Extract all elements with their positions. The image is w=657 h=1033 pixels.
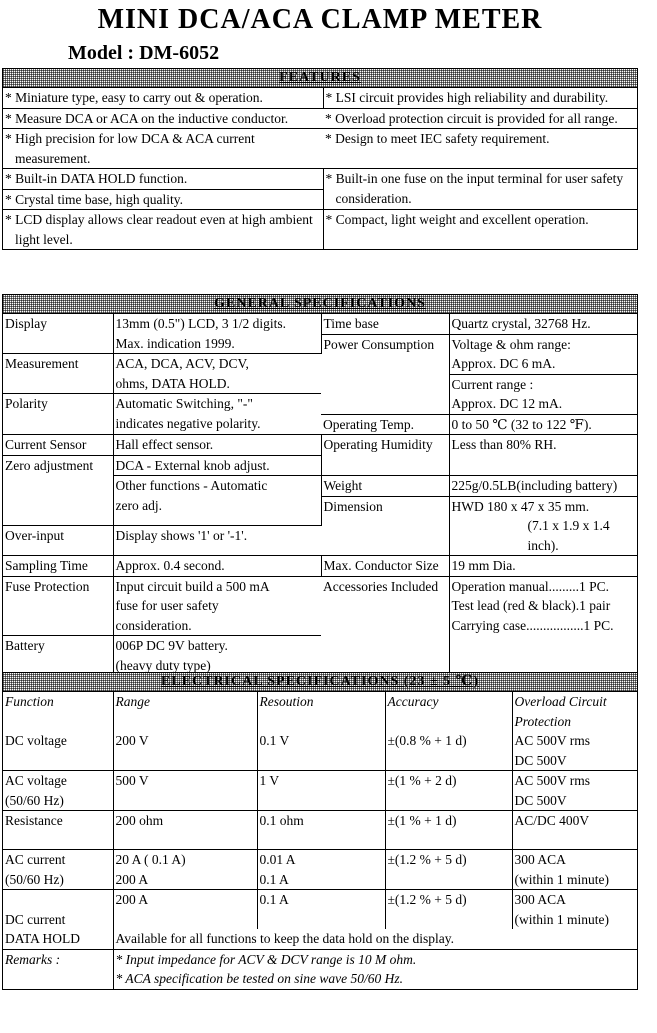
spec-value: Less than 80% RH. <box>449 435 637 476</box>
column-header: Range <box>113 692 257 731</box>
electrical-row <box>3 731 637 771</box>
spec-value: 19 mm Dia. <box>449 556 637 577</box>
electrical-cell: 0.1 A <box>257 890 385 930</box>
general-specs-table <box>3 314 637 676</box>
spec-value: Display shows '1' or '-1'. <box>113 525 321 556</box>
feature-item: * Miniature type, easy to carry out & operation. <box>3 88 323 108</box>
page-title: MINI DCA/ACA CLAMP METER <box>97 4 543 35</box>
electrical-cell: 200 ohm <box>113 811 257 850</box>
spec-value: Input circuit build a 500 mA fuse for user safety consideration. <box>113 576 321 636</box>
spec-value: Operation manual.........1 PC. Test lead (red & black).1 pair Carrying case.................1 PC. <box>449 576 637 675</box>
spec-label: Display <box>3 314 113 354</box>
feature-item: * LSI circuit provides high reliability and durability. <box>323 88 637 108</box>
spec-value: 0 to 50 ℃ (32 to 122 ℉). <box>449 414 637 435</box>
electrical-row <box>3 811 637 850</box>
electrical-row <box>3 890 637 930</box>
features-section <box>2 68 638 250</box>
column-header: Accuracy <box>385 692 512 731</box>
feature-item: * Compact, light weight and excellent operation. <box>323 210 637 250</box>
spec-label: Sampling Time <box>3 556 113 577</box>
electrical-specs-heading: ELECTRICAL SPECIFICATIONS (23 ± 5 ℃) <box>3 673 637 692</box>
column-header: Resoution <box>257 692 385 731</box>
electrical-row <box>3 771 637 811</box>
spec-label: Max. Conductor Size <box>321 556 449 577</box>
electrical-cell: 200 A <box>113 890 257 930</box>
electrical-cell: ±(1.2 % + 5 d) <box>385 890 512 930</box>
feature-item: * Design to meet IEC safety requirement. <box>323 129 637 169</box>
spec-value: 13mm (0.5") LCD, 3 1/2 digits. Max. indication 1999. <box>113 314 321 354</box>
features-table <box>3 88 637 249</box>
electrical-cell: 200 V <box>113 731 257 771</box>
electrical-cell: 1 V <box>257 771 385 811</box>
feature-item: * Crystal time base, high quality. <box>3 189 323 210</box>
feature-item: * Measure DCA or ACA on the inductive conductor. <box>3 108 323 129</box>
electrical-cell: 20 A ( 0.1 A) 200 A <box>113 850 257 890</box>
electrical-cell: 300 ACA (within 1 minute) <box>512 850 637 890</box>
electrical-cell: ±(0.8 % + 1 d) <box>385 731 512 771</box>
column-header: Function <box>3 692 113 731</box>
electrical-cell: 0.1 ohm <box>257 811 385 850</box>
spec-value: HWD 180 x 47 x 35 mm. (7.1 x 1.9 x 1.4 inch). <box>449 496 637 556</box>
spec-label: Battery <box>3 636 113 676</box>
electrical-cell: 300 ACA (within 1 minute) <box>512 890 637 930</box>
spec-label: Zero adjustment <box>3 455 113 525</box>
spec-label: Current Sensor <box>3 435 113 456</box>
spec-value: 225g/0.5LB(including battery) <box>449 476 637 497</box>
data-hold-row <box>3 929 637 949</box>
electrical-cell: AC/DC 400V <box>512 811 637 850</box>
spec-label: Weight <box>321 476 449 497</box>
spec-value: 006P DC 9V battery. (heavy duty type) <box>113 636 321 676</box>
spec-value: Automatic Switching, "-" indicates negative polarity. <box>113 394 321 435</box>
electrical-cell: 0.1 V <box>257 731 385 771</box>
data-hold-text: Available for all functions to keep the data hold on the display. <box>113 929 637 949</box>
spec-value: Hall effect sensor. <box>113 435 321 456</box>
electrical-cell: DC voltage <box>3 731 113 771</box>
spec-label: Over-input <box>3 525 113 556</box>
electrical-row <box>3 850 637 890</box>
spec-label: Fuse Protection <box>3 576 113 636</box>
spec-label: Dimension <box>321 496 449 556</box>
column-header: Overload Circuit Protection <box>512 692 637 731</box>
electrical-cell: AC voltage (50/60 Hz) <box>3 771 113 811</box>
spec-value: Voltage & ohm range: Approx. DC 6 mA. <box>449 334 637 374</box>
electrical-cell: ±(1.2 % + 5 d) <box>385 850 512 890</box>
model-number: Model : DM-6052 <box>68 42 220 64</box>
spec-value: DCA - External knob adjust. <box>113 455 321 476</box>
spec-value: Other functions - Automatic zero adj. <box>113 476 321 526</box>
spec-value: Quartz crystal, 32768 Hz. <box>449 314 637 334</box>
spec-label: Accessories Included <box>321 576 449 675</box>
spec-label: Time base <box>321 314 449 334</box>
electrical-specs-table <box>3 692 637 989</box>
electrical-cell: Resistance <box>3 811 113 850</box>
spec-label: Operating Humidity <box>321 435 449 476</box>
remarks-label: Remarks : <box>3 949 113 989</box>
general-specs-section <box>2 294 638 677</box>
spec-value: ACA, DCA, ACV, DCV, ohms, DATA HOLD. <box>113 354 321 394</box>
electrical-cell: AC 500V rms DC 500V <box>512 731 637 771</box>
electrical-cell: ±(1 % + 1 d) <box>385 811 512 850</box>
electrical-cell: 500 V <box>113 771 257 811</box>
electrical-header-row <box>3 692 637 731</box>
feature-item: * High precision for low DCA & ACA current measurement. <box>3 129 323 169</box>
electrical-cell: 0.01 A 0.1 A <box>257 850 385 890</box>
general-specs-heading: GENERAL SPECIFICATIONS <box>3 295 637 314</box>
remarks-text: * Input impedance for ACV & DCV range is 10 M ohm. * ACA specification be tested on sine wave 50/60 Hz. <box>113 949 637 989</box>
electrical-cell: AC current (50/60 Hz) <box>3 850 113 890</box>
feature-item: * LCD display allows clear readout even at high ambient light level. <box>3 210 323 250</box>
electrical-cell: ±(1 % + 2 d) <box>385 771 512 811</box>
remarks-row <box>3 949 637 989</box>
spec-label: Power Consumption <box>321 334 449 414</box>
features-heading: FEATURES <box>3 69 637 88</box>
feature-item: * Built-in one fuse on the input terminal for user safety consideration. <box>323 169 637 210</box>
spec-label: Measurement <box>3 354 113 394</box>
spec-label: Polarity <box>3 394 113 435</box>
spec-value: Current range : Approx. DC 12 mA. <box>449 374 637 414</box>
feature-item: * Overload protection circuit is provided for all range. <box>323 108 637 129</box>
spec-value: Approx. 0.4 second. <box>113 556 321 577</box>
data-hold-label: DATA HOLD <box>3 929 113 949</box>
feature-item: * Built-in DATA HOLD function. <box>3 169 323 190</box>
spec-label: Operating Temp. <box>321 414 449 435</box>
electrical-cell: DC current <box>3 890 113 930</box>
electrical-specs-section <box>2 672 638 990</box>
electrical-cell: AC 500V rms DC 500V <box>512 771 637 811</box>
